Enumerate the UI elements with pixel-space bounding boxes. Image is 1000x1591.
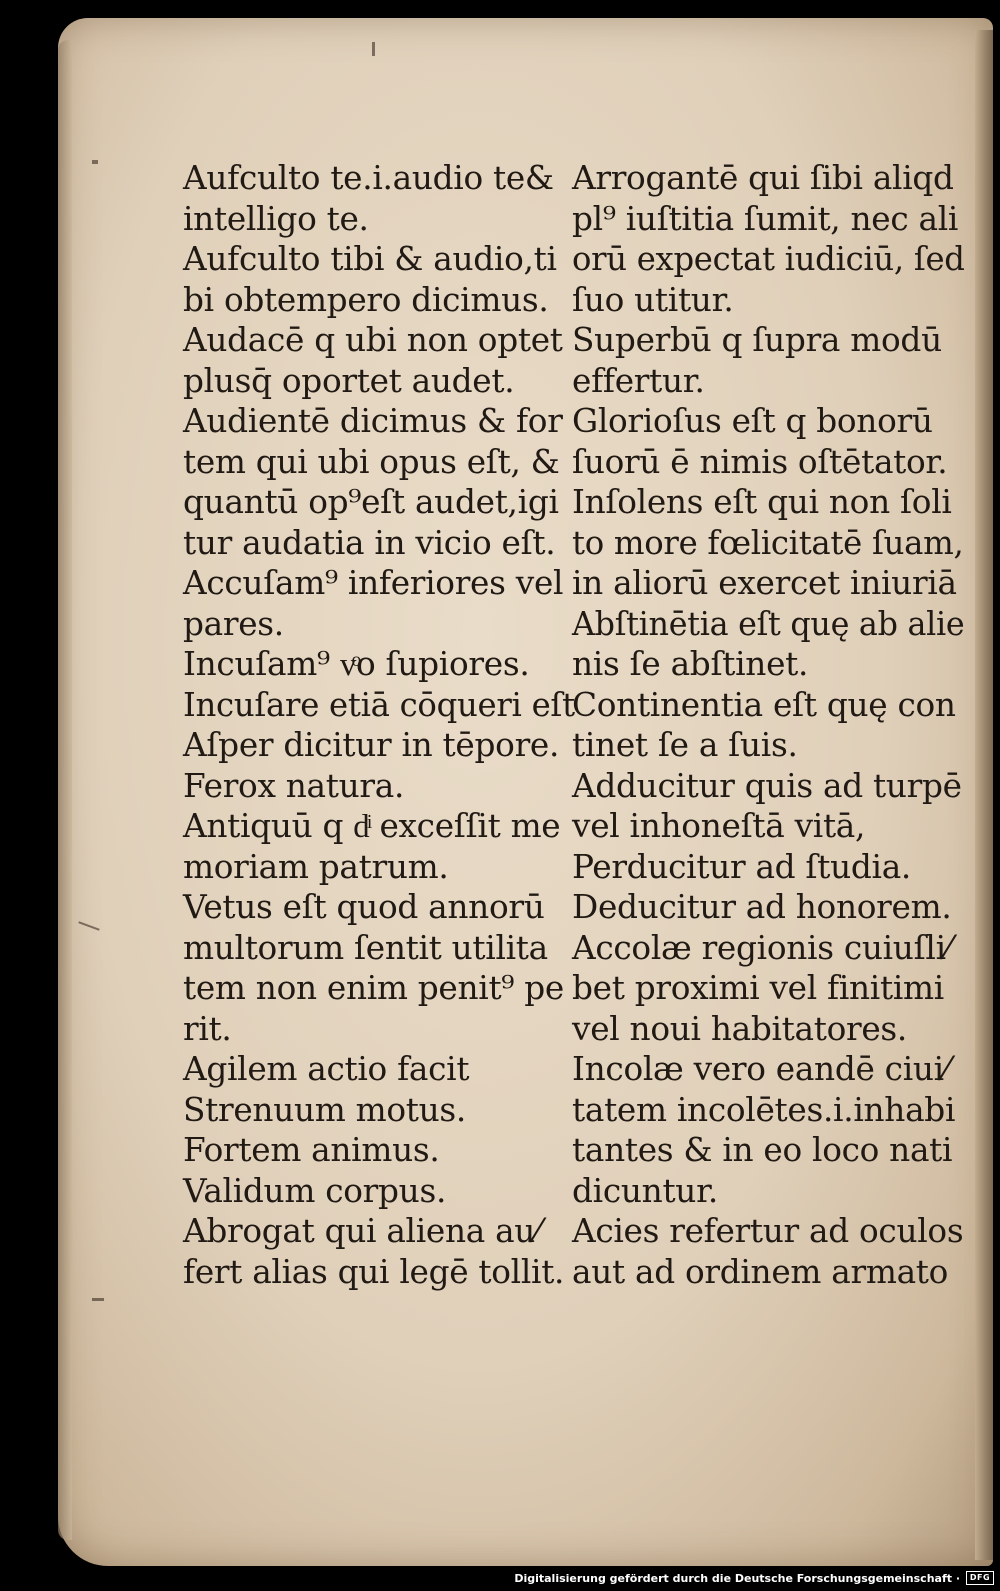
text-line: tem non enim penit⁹ pe: [183, 968, 564, 1007]
text-line: tem qui ubi opus eſt, &: [183, 441, 560, 481]
text-line: to more fœlicitatē ſuam,: [572, 522, 964, 562]
text-line: quantū op⁹eſt audet,igi: [183, 482, 559, 521]
text-line: tinet ſe a ſuis.: [572, 725, 798, 764]
text-line: in aliorū exercet iniuriā: [572, 563, 957, 602]
text-line: Adducitur quis ad turpē: [572, 765, 962, 805]
text-line: Abrogat qui aliena au⁄: [183, 1211, 541, 1250]
text-line: tur audatia in vicio eſt.: [183, 522, 556, 562]
text-line: Ferox natura.: [183, 765, 405, 805]
text-line: pares.: [183, 603, 284, 643]
text-line: Abſtinētia eſt quę ab alie: [572, 603, 965, 643]
right-text-column: [572, 158, 967, 1292]
text-line: Accolæ regionis cuiuſli⁄: [572, 927, 951, 967]
text-line: bet proximi vel finitimi: [572, 968, 944, 1007]
text-line: vel noui habitatores.: [572, 1008, 908, 1048]
text-line: Continentia eſt quę con: [572, 684, 956, 724]
text-line: Validum corpus.: [183, 1170, 447, 1210]
ink-speck: [92, 160, 98, 164]
text-line: plusq̄ oportet audet.: [183, 360, 515, 400]
text-line: Incuſare etiā cōqueri eſt: [183, 684, 575, 724]
text-line: vel inhoneſtā vitā,: [572, 806, 866, 845]
text-line: Incuſam⁹ vͦo ſupiores.: [183, 644, 530, 683]
text-line: ſuorū ē nimis oſtētator.: [572, 441, 948, 481]
text-line: Glorioſus eſt q bonorū: [572, 401, 933, 440]
text-line: Perducitur ad ſtudia.: [572, 846, 912, 886]
text-line: nis ſe abſtinet.: [572, 644, 809, 683]
text-line: rit.: [183, 1008, 232, 1048]
text-line: Aufculto tibi & audio,ti: [183, 239, 557, 278]
text-line: Strenuum motus.: [183, 1089, 467, 1129]
text-line: Acies refertur ad oculos: [572, 1211, 964, 1250]
text-line: moriam patrum.: [183, 846, 449, 886]
text-line: ſuo utitur.: [572, 279, 734, 319]
left-text-column: [183, 158, 578, 1292]
text-line: aut ad ordinem armato: [572, 1251, 949, 1291]
text-line: Antiquū q dͥ exceſſit me: [183, 806, 561, 845]
text-line: Superbū q ſupra modū: [572, 320, 942, 359]
text-line: tatem incolētes.i.inhabi: [572, 1089, 956, 1129]
text-line: Audientē dicimus & for: [183, 401, 563, 440]
text-line: Inſolens eſt qui non ſoli: [572, 482, 952, 521]
ink-speck: [372, 42, 375, 56]
text-line: Aſper dicitur in tēpore.: [183, 725, 560, 764]
text-line: Agilem actio facit: [183, 1049, 470, 1088]
text-line: dicuntur.: [572, 1170, 718, 1210]
text-line: Fortem animus.: [183, 1130, 440, 1169]
digitization-footer: [514, 1569, 994, 1587]
footer-credit-text: Digitalisierung gefördert durch die Deutsche Forschungsgemeinschaft ·: [514, 1571, 960, 1585]
text-line: Deducitur ad honorem.: [572, 887, 952, 926]
page-edge: [58, 40, 72, 1540]
text-line: Accuſam⁹ inferiores vel: [183, 563, 564, 602]
text-line: Audacē q ubi non optet: [183, 320, 563, 359]
text-line: Arrogantē qui ſibi aliqd: [572, 158, 954, 197]
text-line: bi obtempero dicimus.: [183, 279, 549, 319]
text-line: Aufculto te.i.audio te&: [183, 158, 554, 197]
book-gutter: [975, 30, 993, 1560]
dfg-logo: DFG: [966, 1571, 994, 1585]
text-line: orū expectat iudiciū, ſed: [572, 239, 965, 278]
text-line: Incolæ vero eandē ciui⁄: [572, 1049, 950, 1088]
text-line: Vetus eſt quod annorū: [183, 887, 545, 926]
text-line: effertur.: [572, 360, 705, 400]
text-line: tantes & in eo loco nati: [572, 1130, 953, 1169]
text-line: fert alias qui legē tollit.: [183, 1251, 565, 1291]
text-line: intelligo te.: [183, 198, 369, 238]
text-line: pl⁹ iuſtitia ſumit, nec ali: [572, 198, 959, 238]
text-line: multorum ſentit utilita: [183, 927, 548, 967]
ink-speck: [92, 1298, 104, 1301]
